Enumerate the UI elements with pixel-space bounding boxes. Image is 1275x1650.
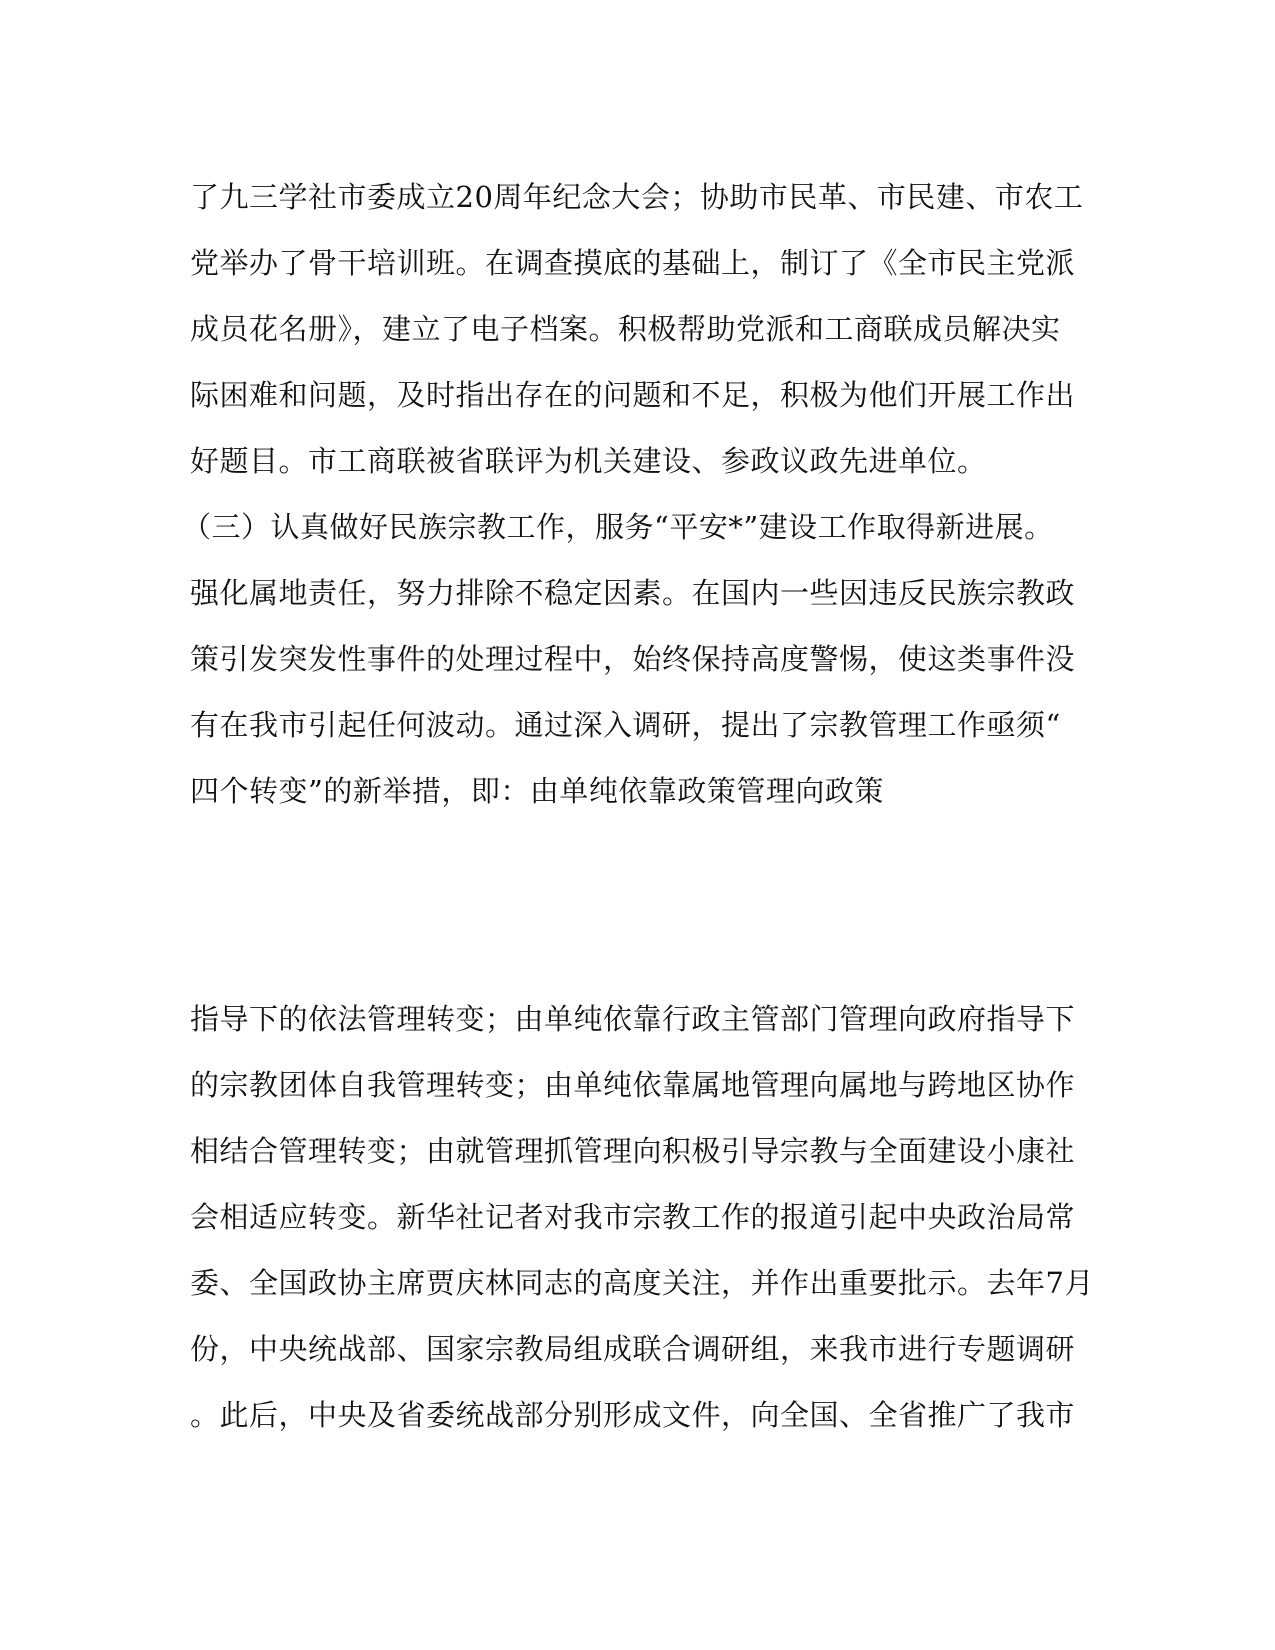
text-line: 会相适应转变。新华社记者对我市宗教工作的报道引起中央政治局常 xyxy=(190,1200,1076,1234)
text-line: 相结合管理转变；由就管理抓管理向积极引导宗教与全面建设小康社 xyxy=(190,1134,1076,1168)
text-line: 策引发突发性事件的处理过程中，始终保持高度警惕，使这类事件没 xyxy=(190,642,1076,676)
text-line: 指导下的依法管理转变；由单纯依靠行政主管部门管理向政府指导下 xyxy=(190,1002,1076,1036)
text-line: 份，中央统战部、国家宗教局组成联合调研组，来我市进行专题调研 xyxy=(190,1332,1076,1366)
section-heading: （三）认真做好民族宗教工作，服务“平安*”建设工作取得新进展。 xyxy=(182,510,1054,544)
text-line: 有在我市引起任何波动。通过深入调研，提出了宗教管理工作亟须“ xyxy=(190,708,1061,742)
text-line: 好题目。市工商联被省联评为机关建设、参政议政先进单位。 xyxy=(190,444,987,478)
text-line: 党举办了骨干培训班。在调查摸底的基础上，制订了《全市民主党派 xyxy=(190,246,1076,280)
text-block-top xyxy=(182,164,1090,824)
text-line: 成员花名册》，建立了电子档案。积极帮助党派和工商联成员解决实 xyxy=(190,312,1061,346)
text-block-bottom xyxy=(190,986,1094,1448)
text-line: 四个转变”的新举措，即：由单纯依靠政策管理向政策 xyxy=(190,774,884,808)
text-line: 的宗教团体自我管理转变；由单纯依靠属地管理向属地与跨地区协作 xyxy=(190,1068,1076,1102)
text-line: 。此后，中央及省委统战部分别形成文件，向全国、全省推广了我市 xyxy=(190,1398,1076,1432)
text-line: 强化属地责任，努力排除不稳定因素。在国内一些因违反民族宗教政 xyxy=(190,576,1076,610)
text-line: 了九三学社市委成立20周年纪念大会；协助市民革、市民建、市农工 xyxy=(190,180,1084,214)
text-line: 际困难和问题，及时指出存在的问题和不足，积极为他们开展工作出 xyxy=(190,378,1076,412)
text-line: 委、全国政协主席贾庆林同志的高度关注，并作出重要批示。去年7月 xyxy=(190,1266,1094,1300)
